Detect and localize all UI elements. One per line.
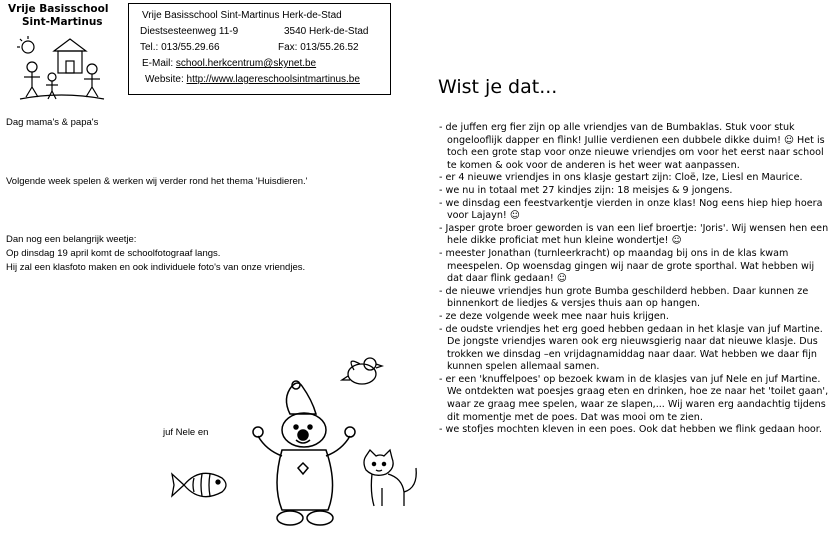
street: Diestsesteenweg 11-9 <box>140 26 239 37</box>
website-link[interactable]: http://www.lagereschoolsintmartinus.be <box>186 74 360 85</box>
cat-icon <box>360 448 422 510</box>
note-line-1: Op dinsdag 19 april komt de schoolfotograaf langs. <box>6 248 221 259</box>
list-item: - meester Jonathan (turnleerkracht) op maandag bij ons in de klas kwam meespelen. Op woensdag gingen wij naar de grote sporthal. Wat hebben wij dat daar flink gedaan! ☺ <box>439 247 815 285</box>
school-name: Vrije Basisschool Sint-Martinus Herk-de-Stad <box>142 10 342 21</box>
school-logo <box>2 3 120 103</box>
list-item: - we dinsdag een feestvarkentje vierden in onze klas! Nog eens hiep hiep hoera voor Lajayn! ☺ <box>439 197 823 222</box>
fish-icon <box>170 462 236 508</box>
email-label: E-Mail: <box>142 58 174 69</box>
bird-icon <box>340 350 384 390</box>
logo-line-2: Sint-Martinus <box>22 16 103 28</box>
fax: Fax: 013/55.26.52 <box>278 42 359 53</box>
theme-text: Volgende week spelen & werken wij verder rond het thema 'Huisdieren.' <box>6 176 308 187</box>
list-item: - de oudste vriendjes het erg goed hebben gedaan in het klasje van juf Martine. De jongste vriendjes waren ook erg nieuwsgierig naar dat nieuwe klasje. Dus trokken we dinsdag –en vrijdagnamiddag naar daar. Wat hebben we daar fijn kunnen spelen allemaal samen. <box>439 323 823 373</box>
email-link[interactable]: school.herkcentrum@skynet.be <box>175 58 317 69</box>
signature: juf Nele en <box>163 427 209 438</box>
note-title: Dan nog een belangrijk weetje: <box>6 234 137 245</box>
telephone: Tel.: 013/55.29.66 <box>140 42 220 53</box>
bumba-clown-icon <box>252 380 360 530</box>
city: 3540 Herk-de-Stad <box>284 26 369 37</box>
children-drawing-icon <box>16 33 106 101</box>
list-item: - de juffen erg fier zijn op alle vriendjes van de Bumbaklas. Stuk voor stuk ongelooflijk dapper en flink! Jullie verdienen een dubbele dikke duim! ☺ Het is toch een grote stap voor onze nieuwe vriendjes om voor het eerst naar school te komen & ook voor de anderen is het weer wat aanpassen. <box>439 122 825 171</box>
note-line-2: Hij zal een klasfoto maken en ook individuele foto's van onze vriendjes. <box>6 262 306 273</box>
website-label: Website: <box>145 74 184 85</box>
list-item: - we stofjes mochten kleven in een poes. Ook dat hebben we flink gedaan hoor. <box>439 424 822 436</box>
list-item: - de nieuwe vriendjes hun grote Bumba geschilderd hebben. Daar kunnen ze binnenkort de liedjes & versjes thuis aan op hangen. <box>439 285 809 310</box>
list-item: - Jasper grote broer geworden is van een lief broertje: 'Joris'. Wij wensen hen een hele dikke proficiat met hun kleine wondertje! ☺ <box>439 222 829 247</box>
address-box <box>128 3 391 95</box>
list-item: - er 4 nieuwe vriendjes in ons klasje gestart zijn: Cloë, Ize, Liesl en Maurice. <box>439 172 803 184</box>
greeting: Dag mama's & papa's <box>6 117 99 128</box>
wist-list <box>439 122 831 437</box>
logo-line-1: Vrije Basisschool <box>8 3 109 15</box>
wist-title: Wist je dat... <box>438 76 558 98</box>
list-item: - er een 'knuffelpoes' op bezoek kwam in de klasjes van juf Nele en juf Martine. We ontdekten wat poesjes graag eten en drinken, hoe ze naar het 'toilet gaan', waar ze graag mee spelen, waar ze slapen,... Wij waren erg aandachtig tijdens dit momentje met de poes. Dat was mooi om te zien. <box>439 373 829 423</box>
list-item: - we nu in totaal met 27 kindjes zijn: 18 meisjes & 9 jongens. <box>439 184 733 196</box>
list-item: - ze deze volgende week mee naar huis krijgen. <box>439 310 669 322</box>
